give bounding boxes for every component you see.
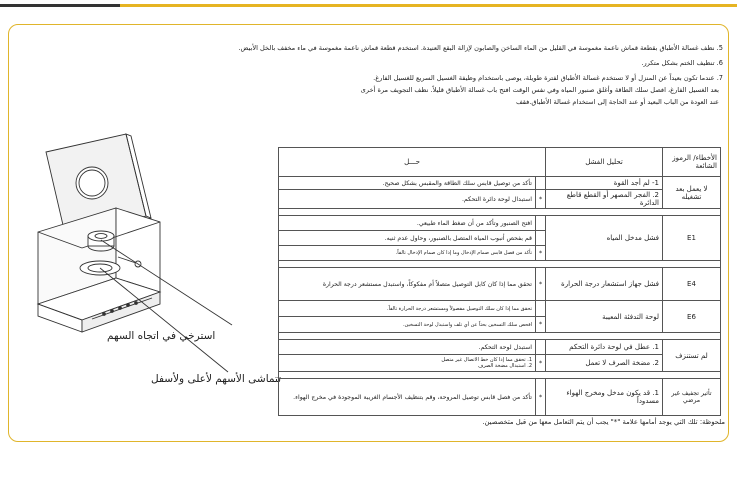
spacer-row (279, 333, 721, 340)
cause-board-fault: 1. عطل في لوحة دائرة التحكم (546, 340, 663, 355)
star-mark: * (536, 268, 546, 301)
note-7-cont-1: بعد الغسيل الفارغ، افصل سلك الطاقة وأغلق صنبور المياه وفي نفس الوقت افتح باب غسالة الأطباق قليلاً. نظف التجويف مرة أخرى (360, 85, 719, 94)
cause-drain-pump: 2. مضخة الصرف لا تعمل (546, 355, 663, 372)
note-6: 6. تنظيف الختم بشكل متكرر. (641, 58, 723, 67)
star-mark: * (536, 379, 546, 416)
cause-heater: لوحة التدفئة المعيبة (546, 301, 663, 333)
note-5: 5. نظف غسالة الأطباق بقطعة قماش ناعمة مغموسة في القليل من الماء الساخن والصابون لإزالة البقع العنيدة. استخدم قطعة قماش ناعمة مغموسة في ماء مخفف بالخل الأبيض. (238, 44, 723, 52)
fix-replace-control: استبدل لوحة التحكم. (279, 340, 536, 355)
footnote: ملحوظة: تلك التي يوجد أمامها علامة "*" يجب أن يتم التعامل معها من قبل متخصصين. (482, 418, 725, 426)
table-row (279, 216, 721, 231)
fix-drain-line: 1. تحقق مما إذا كان خط الاتصال غير متصل (441, 357, 532, 363)
error-no-start: لا يعمل بعد تشغيله (663, 177, 721, 209)
cause-air-vent: 1. قد يكون مدخل ومخرج الهواء مسدوداً (546, 379, 663, 416)
cause-no-power: 1- لم أجد القوة (546, 177, 663, 190)
align-arrows-label: تتماشى الأسهم لأعلى ولأسفل (151, 373, 282, 385)
note-7: 7. عندما تكون بعيداً عن المنزل أو لا تستخدم غسالة الأطباق لفترة طويلة، يوصى باستخدام وظيفة الغسيل السريع للغسيل الفارغ. (373, 73, 723, 82)
note-7-cont-2: عند العودة من الباب البعيد أو عند الحاجة إلى استخدام غسالة الأطباق.فقف (515, 97, 719, 106)
fix-drain-replace: 2. استبدال مضخة الصرف (478, 363, 532, 369)
fix-drain-pump (279, 355, 536, 372)
table-row (279, 268, 721, 301)
error-e6: E6 (663, 301, 721, 333)
table-row (279, 177, 721, 190)
fix-open-tap: افتح الصنبور وتأكد من أن ضغط الماء طبيعي. (279, 216, 536, 231)
star-mark: * (536, 317, 546, 333)
fix-inlet-valve: تأكد من فصل قابس صمام الإدخال وما إذا كان صمام الإدخال تالفاً. (279, 246, 536, 261)
error-drying: تأثير تجفيف غير مرضي (663, 379, 721, 416)
cause-temp-sensor: فشل جهاز استشعار درجة الحرارة (546, 268, 663, 301)
table-row (279, 340, 721, 355)
spacer-row (279, 261, 721, 268)
table-row (279, 190, 721, 209)
header-cause: تحليل الفشل (546, 148, 663, 177)
fix-check-hose: قم بفحص أنبوب المياه المتصل بالصنبور، وحاول عدم ثنيه. (279, 231, 536, 246)
troubleshooting-table (278, 147, 721, 416)
header-error: الأخطاء/ الرموز الشائعة (663, 148, 721, 177)
cause-water-inlet: فشل مدخل المياه (546, 216, 663, 261)
error-e4: E4 (663, 268, 721, 301)
header-fix: حـــل (279, 148, 546, 177)
spacer-row (279, 372, 721, 379)
spacer-row (279, 209, 721, 216)
fix-check-plug: تأكد من توصيل قابس سلك الطاقة والمقبس بشكل صحيح. (279, 177, 536, 190)
star-mark: * (536, 190, 546, 209)
fix-heater-wire: تحقق مما إذا كان سلك التوصيل مفصولاً ومستشعر درجة الحرارة تالفاً. (279, 301, 536, 317)
fix-sensor-cable: تحقق مما إذا كان كابل التوصيل متصلاً أم مفكوكاً، واستبدل مستشعر درجة الحرارة (279, 268, 536, 301)
fix-fan-clean: تأكد من فصل قابس توصيل المروحة، وقم بتنظيف الأجسام الغريبة الموجودة في مخرج الهواء. (279, 379, 536, 416)
fix-heater-plate: افحص سلك التسخين بحثاً عن أي تلف واستبدل لوحة التسخين. (279, 317, 536, 333)
fix-replace-board: استبدال لوحة دائرة التحكم. (279, 190, 536, 209)
error-no-drain: لم تستنزف (663, 340, 721, 372)
star-mark: * (536, 246, 546, 261)
error-e1: E1 (663, 216, 721, 261)
table-row (279, 301, 721, 317)
table-header-row (279, 148, 721, 177)
table-row (279, 355, 721, 372)
star-mark: * (536, 355, 546, 372)
relax-arrow-label: استرخي في اتجاه السهم (107, 330, 216, 342)
cause-fuse: 2. الفجر المصهر أو القطع قاطع الدائرة (546, 190, 663, 209)
table-row (279, 379, 721, 416)
